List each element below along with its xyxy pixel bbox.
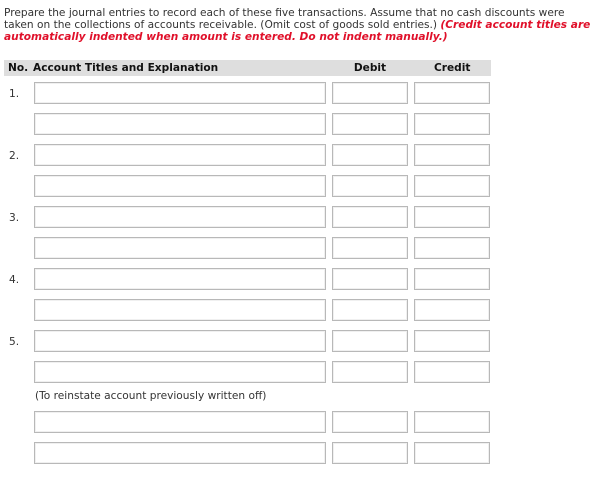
journal-row [0, 175, 601, 199]
debit-input[interactable] [332, 361, 408, 383]
journal-row [0, 82, 601, 106]
header-credit: Credit [434, 62, 471, 74]
credit-input[interactable] [414, 175, 490, 197]
account-title-input[interactable] [34, 361, 326, 383]
journal-row [0, 411, 601, 435]
debit-input[interactable] [332, 82, 408, 104]
entry-number: 5. [9, 336, 20, 348]
credit-input[interactable] [414, 361, 490, 383]
account-title-input[interactable] [34, 330, 326, 352]
account-title-input[interactable] [34, 268, 326, 290]
debit-input[interactable] [332, 442, 408, 464]
debit-input[interactable] [332, 411, 408, 433]
debit-input[interactable] [332, 175, 408, 197]
journal-row [0, 237, 601, 261]
account-title-input[interactable] [34, 411, 326, 433]
credit-input[interactable] [414, 113, 490, 135]
account-title-input[interactable] [34, 175, 326, 197]
journal-row [0, 144, 601, 168]
debit-input[interactable] [332, 299, 408, 321]
debit-input[interactable] [332, 206, 408, 228]
debit-input[interactable] [332, 144, 408, 166]
journal-row [0, 330, 601, 354]
account-title-input[interactable] [34, 144, 326, 166]
entry-explanation: (To reinstate account previously written off) [35, 390, 267, 402]
instructions-emphasis: (Credit account titles are automatically indented when amount is entered. Do not indent manually.) [4, 19, 591, 43]
account-title-input[interactable] [34, 442, 326, 464]
journal-row [0, 206, 601, 230]
entry-number: 4. [9, 274, 20, 286]
debit-input[interactable] [332, 330, 408, 352]
entry-number: 2. [9, 150, 20, 162]
account-title-input[interactable] [34, 206, 326, 228]
instructions-text: Prepare the journal entries to record each of these five transactions. Assume that no cash discounts were taken on the collections of accounts receivable. (Omit cost of goods sold entries.) [4, 7, 565, 31]
instructions [4, 7, 596, 43]
account-title-input[interactable] [34, 113, 326, 135]
credit-input[interactable] [414, 442, 490, 464]
journal-row [0, 113, 601, 137]
header-debit: Debit [353, 62, 387, 74]
header-no: No. [8, 62, 29, 74]
debit-input[interactable] [332, 268, 408, 290]
journal-row [0, 268, 601, 292]
credit-input[interactable] [414, 82, 490, 104]
credit-input[interactable] [414, 144, 490, 166]
credit-input[interactable] [414, 206, 490, 228]
credit-input[interactable] [414, 299, 490, 321]
table-header [4, 60, 491, 76]
journal-row [0, 442, 601, 466]
credit-input[interactable] [414, 411, 490, 433]
account-title-input[interactable] [34, 299, 326, 321]
account-title-input[interactable] [34, 82, 326, 104]
debit-input[interactable] [332, 237, 408, 259]
credit-input[interactable] [414, 237, 490, 259]
credit-input[interactable] [414, 268, 490, 290]
credit-input[interactable] [414, 330, 490, 352]
journal-row [0, 299, 601, 323]
entry-number: 3. [9, 212, 20, 224]
debit-input[interactable] [332, 113, 408, 135]
entry-number: 1. [9, 88, 20, 100]
journal-row [0, 361, 601, 385]
account-title-input[interactable] [34, 237, 326, 259]
header-account-titles: Account Titles and Explanation [33, 62, 219, 74]
